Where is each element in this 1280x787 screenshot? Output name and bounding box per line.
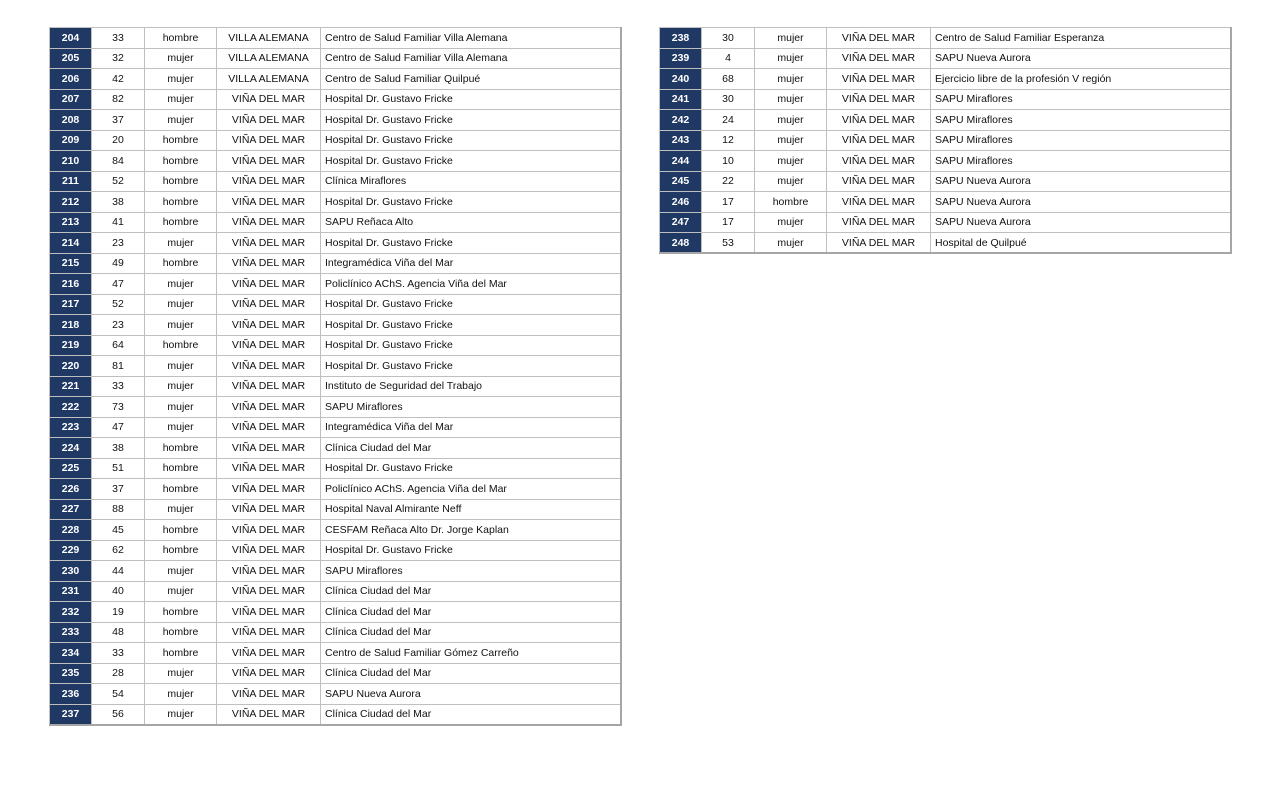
city-cell: VIÑA DEL MAR bbox=[217, 622, 321, 643]
city-cell: VIÑA DEL MAR bbox=[217, 643, 321, 664]
table-row bbox=[660, 28, 1231, 49]
case-number-cell: 217 bbox=[50, 294, 92, 315]
sex-cell: hombre bbox=[145, 335, 217, 356]
city-cell: VIÑA DEL MAR bbox=[827, 130, 931, 151]
facility-cell: SAPU Miraflores bbox=[931, 110, 1231, 131]
age-cell: 17 bbox=[702, 192, 755, 213]
sex-cell: mujer bbox=[145, 274, 217, 295]
age-cell: 12 bbox=[702, 130, 755, 151]
city-cell: VIÑA DEL MAR bbox=[217, 130, 321, 151]
facility-cell: Hospital Dr. Gustavo Fricke bbox=[321, 458, 621, 479]
age-cell: 52 bbox=[92, 171, 145, 192]
table-row bbox=[660, 171, 1231, 192]
city-cell: VIÑA DEL MAR bbox=[217, 704, 321, 725]
table-row bbox=[660, 110, 1231, 131]
age-cell: 68 bbox=[702, 69, 755, 90]
city-cell: VIÑA DEL MAR bbox=[217, 151, 321, 172]
facility-cell: Hospital Naval Almirante Neff bbox=[321, 499, 621, 520]
table-row bbox=[50, 253, 621, 274]
table-row bbox=[50, 622, 621, 643]
age-cell: 44 bbox=[92, 561, 145, 582]
city-cell: VIÑA DEL MAR bbox=[217, 684, 321, 705]
facility-cell: Hospital Dr. Gustavo Fricke bbox=[321, 151, 621, 172]
age-cell: 52 bbox=[92, 294, 145, 315]
city-cell: VIÑA DEL MAR bbox=[217, 294, 321, 315]
age-cell: 33 bbox=[92, 28, 145, 49]
facility-cell: Clínica Ciudad del Mar bbox=[321, 622, 621, 643]
age-cell: 56 bbox=[92, 704, 145, 725]
case-number-cell: 211 bbox=[50, 171, 92, 192]
city-cell: VIÑA DEL MAR bbox=[217, 315, 321, 336]
sex-cell: hombre bbox=[145, 151, 217, 172]
table-row bbox=[50, 356, 621, 377]
city-cell: VIÑA DEL MAR bbox=[217, 602, 321, 623]
sex-cell: mujer bbox=[145, 376, 217, 397]
facility-cell: Hospital Dr. Gustavo Fricke bbox=[321, 89, 621, 110]
facility-cell: Hospital Dr. Gustavo Fricke bbox=[321, 130, 621, 151]
city-cell: VIÑA DEL MAR bbox=[217, 110, 321, 131]
sex-cell: hombre bbox=[145, 192, 217, 213]
sex-cell: hombre bbox=[145, 438, 217, 459]
case-number-cell: 234 bbox=[50, 643, 92, 664]
sex-cell: hombre bbox=[145, 28, 217, 49]
city-cell: VIÑA DEL MAR bbox=[827, 69, 931, 90]
case-number-cell: 209 bbox=[50, 130, 92, 151]
city-cell: VIÑA DEL MAR bbox=[827, 233, 931, 254]
facility-cell: Hospital Dr. Gustavo Fricke bbox=[321, 335, 621, 356]
facility-cell: Centro de Salud Familiar Quilpué bbox=[321, 69, 621, 90]
age-cell: 32 bbox=[92, 48, 145, 69]
sex-cell: hombre bbox=[145, 171, 217, 192]
case-number-cell: 247 bbox=[660, 212, 702, 233]
facility-cell: CESFAM Reñaca Alto Dr. Jorge Kaplan bbox=[321, 520, 621, 541]
age-cell: 62 bbox=[92, 540, 145, 561]
case-number-cell: 220 bbox=[50, 356, 92, 377]
sex-cell: mujer bbox=[755, 233, 827, 254]
table-row bbox=[50, 274, 621, 295]
facility-cell: Clínica Miraflores bbox=[321, 171, 621, 192]
cases-table-right bbox=[659, 27, 1232, 254]
age-cell: 54 bbox=[92, 684, 145, 705]
table-row bbox=[50, 110, 621, 131]
table-row bbox=[50, 704, 621, 725]
table-row bbox=[50, 499, 621, 520]
age-cell: 82 bbox=[92, 89, 145, 110]
table-row bbox=[50, 89, 621, 110]
city-cell: VIÑA DEL MAR bbox=[827, 151, 931, 172]
age-cell: 23 bbox=[92, 233, 145, 254]
sex-cell: hombre bbox=[755, 192, 827, 213]
age-cell: 47 bbox=[92, 417, 145, 438]
city-cell: VIÑA DEL MAR bbox=[217, 397, 321, 418]
sex-cell: hombre bbox=[145, 622, 217, 643]
age-cell: 33 bbox=[92, 376, 145, 397]
table-row bbox=[50, 417, 621, 438]
city-cell: VIÑA DEL MAR bbox=[217, 376, 321, 397]
city-cell: VIÑA DEL MAR bbox=[217, 663, 321, 684]
facility-cell: SAPU Miraflores bbox=[931, 130, 1231, 151]
city-cell: VIÑA DEL MAR bbox=[217, 335, 321, 356]
sex-cell: mujer bbox=[755, 89, 827, 110]
city-cell: VIÑA DEL MAR bbox=[217, 89, 321, 110]
age-cell: 40 bbox=[92, 581, 145, 602]
city-cell: VIÑA DEL MAR bbox=[827, 89, 931, 110]
table-row bbox=[50, 684, 621, 705]
case-number-cell: 215 bbox=[50, 253, 92, 274]
age-cell: 84 bbox=[92, 151, 145, 172]
table-row bbox=[50, 69, 621, 90]
case-number-cell: 214 bbox=[50, 233, 92, 254]
age-cell: 47 bbox=[92, 274, 145, 295]
city-cell: VIÑA DEL MAR bbox=[827, 212, 931, 233]
age-cell: 51 bbox=[92, 458, 145, 479]
sex-cell: mujer bbox=[145, 69, 217, 90]
table-row bbox=[50, 28, 621, 49]
city-cell: VIÑA DEL MAR bbox=[217, 581, 321, 602]
case-number-cell: 231 bbox=[50, 581, 92, 602]
facility-cell: Hospital Dr. Gustavo Fricke bbox=[321, 356, 621, 377]
sex-cell: mujer bbox=[755, 130, 827, 151]
age-cell: 4 bbox=[702, 48, 755, 69]
case-number-cell: 232 bbox=[50, 602, 92, 623]
age-cell: 30 bbox=[702, 89, 755, 110]
city-cell: VIÑA DEL MAR bbox=[217, 356, 321, 377]
case-number-cell: 226 bbox=[50, 479, 92, 500]
table-row bbox=[660, 151, 1231, 172]
sex-cell: mujer bbox=[145, 294, 217, 315]
case-number-cell: 241 bbox=[660, 89, 702, 110]
table-row bbox=[660, 212, 1231, 233]
table-row bbox=[50, 171, 621, 192]
facility-cell: Hospital Dr. Gustavo Fricke bbox=[321, 315, 621, 336]
age-cell: 22 bbox=[702, 171, 755, 192]
city-cell: VIÑA DEL MAR bbox=[217, 479, 321, 500]
sex-cell: mujer bbox=[145, 356, 217, 377]
sex-cell: mujer bbox=[145, 663, 217, 684]
facility-cell: SAPU Miraflores bbox=[321, 561, 621, 582]
case-number-cell: 212 bbox=[50, 192, 92, 213]
age-cell: 10 bbox=[702, 151, 755, 172]
sex-cell: mujer bbox=[145, 581, 217, 602]
table-row bbox=[660, 89, 1231, 110]
sex-cell: hombre bbox=[145, 540, 217, 561]
table-row bbox=[50, 130, 621, 151]
case-number-cell: 230 bbox=[50, 561, 92, 582]
city-cell: VIÑA DEL MAR bbox=[217, 274, 321, 295]
sex-cell: mujer bbox=[145, 89, 217, 110]
facility-cell: Instituto de Seguridad del Trabajo bbox=[321, 376, 621, 397]
sex-cell: mujer bbox=[755, 151, 827, 172]
facility-cell: Hospital Dr. Gustavo Fricke bbox=[321, 110, 621, 131]
table-row bbox=[50, 438, 621, 459]
case-number-cell: 228 bbox=[50, 520, 92, 541]
age-cell: 30 bbox=[702, 28, 755, 49]
facility-cell: Centro de Salud Familiar Gómez Carreño bbox=[321, 643, 621, 664]
facility-cell: Ejercicio libre de la profesión V región bbox=[931, 69, 1231, 90]
case-number-cell: 205 bbox=[50, 48, 92, 69]
age-cell: 37 bbox=[92, 110, 145, 131]
case-number-cell: 242 bbox=[660, 110, 702, 131]
facility-cell: Integramédica Viña del Mar bbox=[321, 253, 621, 274]
table-row bbox=[50, 602, 621, 623]
city-cell: VIÑA DEL MAR bbox=[827, 192, 931, 213]
city-cell: VIÑA DEL MAR bbox=[217, 458, 321, 479]
sex-cell: mujer bbox=[145, 110, 217, 131]
sex-cell: mujer bbox=[755, 110, 827, 131]
sex-cell: hombre bbox=[145, 520, 217, 541]
city-cell: VIÑA DEL MAR bbox=[827, 28, 931, 49]
case-number-cell: 210 bbox=[50, 151, 92, 172]
table-row bbox=[50, 212, 621, 233]
facility-cell: SAPU Nueva Aurora bbox=[321, 684, 621, 705]
sex-cell: hombre bbox=[145, 643, 217, 664]
case-number-cell: 245 bbox=[660, 171, 702, 192]
age-cell: 38 bbox=[92, 192, 145, 213]
sex-cell: mujer bbox=[145, 704, 217, 725]
sex-cell: mujer bbox=[145, 417, 217, 438]
case-number-cell: 225 bbox=[50, 458, 92, 479]
sex-cell: mujer bbox=[145, 684, 217, 705]
city-cell: VIÑA DEL MAR bbox=[827, 48, 931, 69]
city-cell: VIÑA DEL MAR bbox=[217, 171, 321, 192]
case-number-cell: 235 bbox=[50, 663, 92, 684]
case-number-cell: 219 bbox=[50, 335, 92, 356]
city-cell: VILLA ALEMANA bbox=[217, 69, 321, 90]
age-cell: 41 bbox=[92, 212, 145, 233]
city-cell: VIÑA DEL MAR bbox=[217, 253, 321, 274]
case-number-cell: 208 bbox=[50, 110, 92, 131]
table-row bbox=[50, 561, 621, 582]
facility-cell: SAPU Reñaca Alto bbox=[321, 212, 621, 233]
age-cell: 73 bbox=[92, 397, 145, 418]
table-row bbox=[660, 48, 1231, 69]
facility-cell: SAPU Nueva Aurora bbox=[931, 48, 1231, 69]
sex-cell: hombre bbox=[145, 253, 217, 274]
age-cell: 81 bbox=[92, 356, 145, 377]
sex-cell: mujer bbox=[755, 48, 827, 69]
table-row bbox=[50, 48, 621, 69]
table-row bbox=[50, 581, 621, 602]
city-cell: VIÑA DEL MAR bbox=[217, 499, 321, 520]
city-cell: VIÑA DEL MAR bbox=[217, 233, 321, 254]
table-row bbox=[50, 520, 621, 541]
sex-cell: mujer bbox=[145, 233, 217, 254]
cases-table-right-body bbox=[660, 28, 1231, 254]
sex-cell: hombre bbox=[145, 479, 217, 500]
case-number-cell: 221 bbox=[50, 376, 92, 397]
table-row bbox=[50, 458, 621, 479]
case-number-cell: 223 bbox=[50, 417, 92, 438]
facility-cell: Hospital de Quilpué bbox=[931, 233, 1231, 254]
city-cell: VILLA ALEMANA bbox=[217, 48, 321, 69]
facility-cell: Clínica Ciudad del Mar bbox=[321, 581, 621, 602]
age-cell: 17 bbox=[702, 212, 755, 233]
sex-cell: mujer bbox=[755, 28, 827, 49]
facility-cell: SAPU Miraflores bbox=[321, 397, 621, 418]
age-cell: 23 bbox=[92, 315, 145, 336]
age-cell: 42 bbox=[92, 69, 145, 90]
age-cell: 49 bbox=[92, 253, 145, 274]
city-cell: VIÑA DEL MAR bbox=[217, 561, 321, 582]
city-cell: VIÑA DEL MAR bbox=[827, 171, 931, 192]
case-number-cell: 237 bbox=[50, 704, 92, 725]
sex-cell: hombre bbox=[145, 602, 217, 623]
sex-cell: mujer bbox=[145, 48, 217, 69]
cases-table-left-body bbox=[50, 28, 621, 725]
table-row bbox=[50, 663, 621, 684]
facility-cell: Integramédica Viña del Mar bbox=[321, 417, 621, 438]
facility-cell: Hospital Dr. Gustavo Fricke bbox=[321, 540, 621, 561]
age-cell: 38 bbox=[92, 438, 145, 459]
table-row bbox=[50, 192, 621, 213]
age-cell: 53 bbox=[702, 233, 755, 254]
case-number-cell: 244 bbox=[660, 151, 702, 172]
case-number-cell: 239 bbox=[660, 48, 702, 69]
facility-cell: SAPU Nueva Aurora bbox=[931, 171, 1231, 192]
case-number-cell: 233 bbox=[50, 622, 92, 643]
table-row bbox=[660, 69, 1231, 90]
city-cell: VIÑA DEL MAR bbox=[217, 212, 321, 233]
facility-cell: Hospital Dr. Gustavo Fricke bbox=[321, 192, 621, 213]
sex-cell: mujer bbox=[145, 397, 217, 418]
age-cell: 45 bbox=[92, 520, 145, 541]
facility-cell: SAPU Nueva Aurora bbox=[931, 192, 1231, 213]
city-cell: VIÑA DEL MAR bbox=[217, 540, 321, 561]
age-cell: 88 bbox=[92, 499, 145, 520]
table-row bbox=[50, 315, 621, 336]
age-cell: 24 bbox=[702, 110, 755, 131]
case-number-cell: 213 bbox=[50, 212, 92, 233]
sex-cell: hombre bbox=[145, 458, 217, 479]
case-number-cell: 246 bbox=[660, 192, 702, 213]
facility-cell: Policlínico AChS. Agencia Viña del Mar bbox=[321, 274, 621, 295]
table-row bbox=[50, 335, 621, 356]
case-number-cell: 224 bbox=[50, 438, 92, 459]
table-row bbox=[50, 233, 621, 254]
case-number-cell: 216 bbox=[50, 274, 92, 295]
age-cell: 37 bbox=[92, 479, 145, 500]
sex-cell: mujer bbox=[145, 561, 217, 582]
case-number-cell: 204 bbox=[50, 28, 92, 49]
city-cell: VIÑA DEL MAR bbox=[217, 192, 321, 213]
facility-cell: SAPU Nueva Aurora bbox=[931, 212, 1231, 233]
city-cell: VIÑA DEL MAR bbox=[217, 417, 321, 438]
facility-cell: SAPU Miraflores bbox=[931, 89, 1231, 110]
facility-cell: Policlínico AChS. Agencia Viña del Mar bbox=[321, 479, 621, 500]
table-row bbox=[660, 130, 1231, 151]
city-cell: VIÑA DEL MAR bbox=[827, 110, 931, 131]
table-row bbox=[50, 540, 621, 561]
age-cell: 28 bbox=[92, 663, 145, 684]
cases-table-left bbox=[49, 27, 622, 726]
sex-cell: mujer bbox=[145, 315, 217, 336]
facility-cell: Clínica Ciudad del Mar bbox=[321, 438, 621, 459]
facility-cell: Centro de Salud Familiar Esperanza bbox=[931, 28, 1231, 49]
sex-cell: hombre bbox=[145, 212, 217, 233]
facility-cell: SAPU Miraflores bbox=[931, 151, 1231, 172]
facility-cell: Clínica Ciudad del Mar bbox=[321, 704, 621, 725]
case-number-cell: 238 bbox=[660, 28, 702, 49]
case-number-cell: 222 bbox=[50, 397, 92, 418]
age-cell: 33 bbox=[92, 643, 145, 664]
age-cell: 48 bbox=[92, 622, 145, 643]
sex-cell: mujer bbox=[755, 212, 827, 233]
case-number-cell: 240 bbox=[660, 69, 702, 90]
table-row bbox=[660, 233, 1231, 254]
case-number-cell: 206 bbox=[50, 69, 92, 90]
city-cell: VILLA ALEMANA bbox=[217, 28, 321, 49]
case-number-cell: 248 bbox=[660, 233, 702, 254]
age-cell: 64 bbox=[92, 335, 145, 356]
table-row bbox=[50, 294, 621, 315]
sex-cell: mujer bbox=[755, 69, 827, 90]
case-number-cell: 236 bbox=[50, 684, 92, 705]
city-cell: VIÑA DEL MAR bbox=[217, 520, 321, 541]
facility-cell: Centro de Salud Familiar Villa Alemana bbox=[321, 28, 621, 49]
sex-cell: mujer bbox=[755, 171, 827, 192]
case-number-cell: 227 bbox=[50, 499, 92, 520]
case-number-cell: 218 bbox=[50, 315, 92, 336]
age-cell: 20 bbox=[92, 130, 145, 151]
table-row bbox=[50, 643, 621, 664]
facility-cell: Hospital Dr. Gustavo Fricke bbox=[321, 294, 621, 315]
case-number-cell: 207 bbox=[50, 89, 92, 110]
facility-cell: Centro de Salud Familiar Villa Alemana bbox=[321, 48, 621, 69]
sex-cell: hombre bbox=[145, 130, 217, 151]
facility-cell: Clínica Ciudad del Mar bbox=[321, 602, 621, 623]
facility-cell: Hospital Dr. Gustavo Fricke bbox=[321, 233, 621, 254]
case-number-cell: 243 bbox=[660, 130, 702, 151]
case-number-cell: 229 bbox=[50, 540, 92, 561]
table-row bbox=[660, 192, 1231, 213]
city-cell: VIÑA DEL MAR bbox=[217, 438, 321, 459]
table-row bbox=[50, 397, 621, 418]
sex-cell: mujer bbox=[145, 499, 217, 520]
table-row bbox=[50, 479, 621, 500]
facility-cell: Clínica Ciudad del Mar bbox=[321, 663, 621, 684]
table-row bbox=[50, 376, 621, 397]
age-cell: 19 bbox=[92, 602, 145, 623]
table-row bbox=[50, 151, 621, 172]
